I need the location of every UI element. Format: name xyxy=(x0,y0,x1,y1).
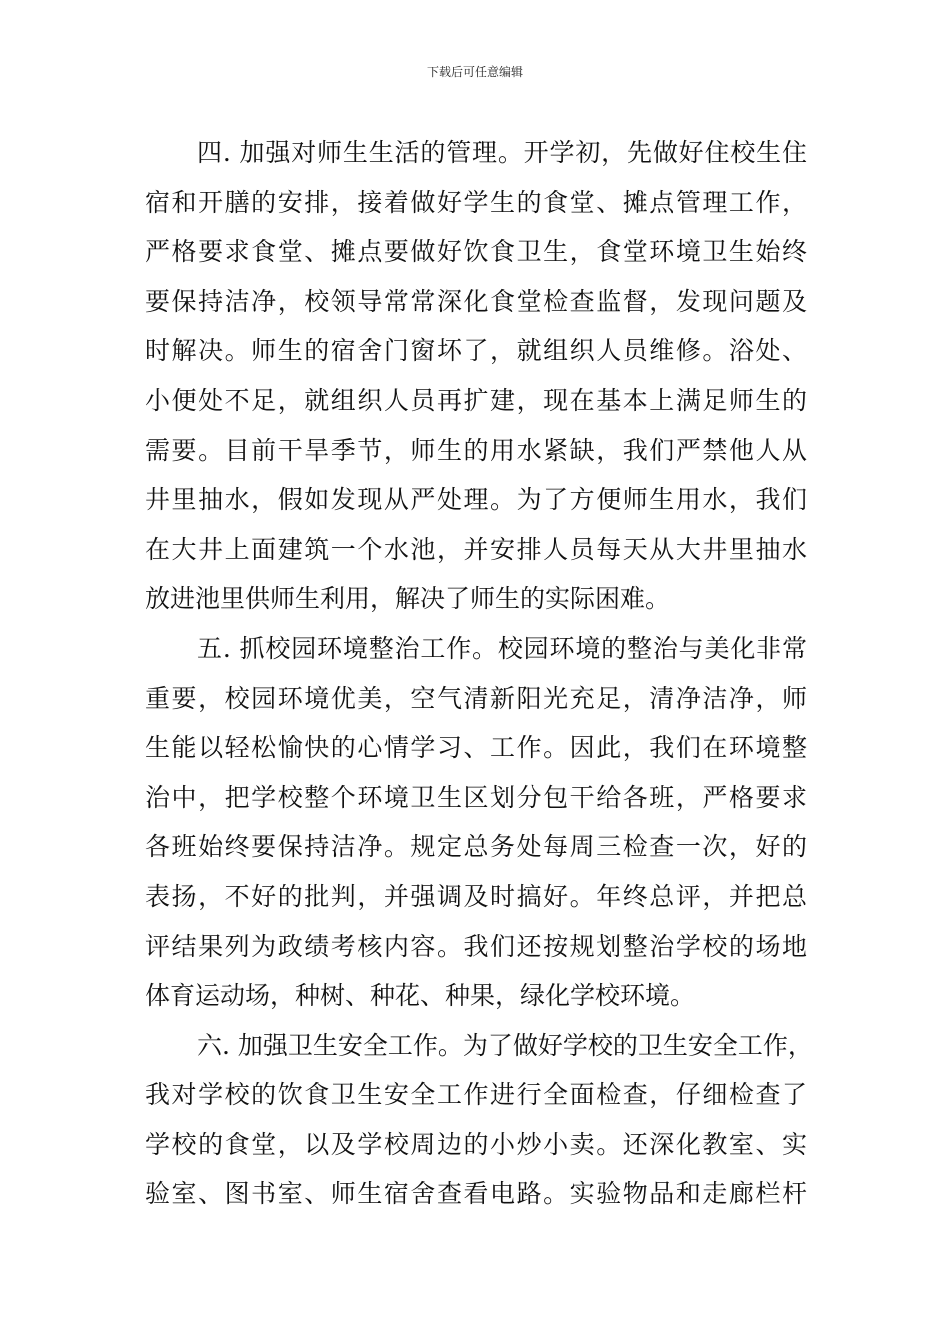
text-line: 在大井上面建筑一个水池，并安排人员每天从大井里抽水 xyxy=(145,534,807,564)
text-line: 评结果列为政绩考核内容。我们还按规划整治学校的场地 xyxy=(145,931,807,961)
text-line: 验室、图书室、师生宿舍查看电路。实验物品和走廊栏杆 xyxy=(145,1179,807,1209)
text-line: 五. 抓校园环境整治工作。校园环境的整治与美化非常 xyxy=(197,633,807,663)
text-line: 四. 加强对师生生活的管理。开学初，先做好住校生住 xyxy=(197,138,807,167)
text-line: 需要。目前干旱季节，师生的用水紧缺，我们严禁他人从 xyxy=(145,435,807,465)
page-header: 下载后可任意编辑 xyxy=(426,65,523,79)
text-line: 治中，把学校整个环境卫生区划分包干给各班，严格要求 xyxy=(145,782,807,812)
text-line: 严格要求食堂、摊点要做好饮食卫生，食堂环境卫生始终 xyxy=(145,237,807,267)
text-line: 体育运动场，种树、种花、种果，绿化学校环境。 xyxy=(145,981,696,1011)
text-line: 小便处不足，就组织人员再扩建，现在基本上满足师生的 xyxy=(145,385,807,415)
document-body xyxy=(145,128,813,1219)
text-line: 表扬，不好的批判，并强调及时搞好。年终总评，并把总 xyxy=(145,881,807,911)
text-line: 井里抽水，假如发现从严处理。为了方便师生用水，我们 xyxy=(145,485,807,515)
text-line: 时解决。师生的宿舍门窗坏了，就组织人员维修。浴处、 xyxy=(145,336,807,366)
text-line: 放进池里供师生利用，解决了师生的实际困难。 xyxy=(145,584,671,614)
text-line: 学校的食堂，以及学校周边的小炒小卖。还深化教室、实 xyxy=(145,1129,807,1159)
text-line: 宿和开膳的安排，接着做好学生的食堂、摊点管理工作， xyxy=(145,187,807,217)
text-line: 我对学校的饮食卫生安全工作进行全面检查，仔细检查了 xyxy=(145,1080,807,1110)
text-line: 要保持洁净，校领导常常深化食堂检查监督，发现问题及 xyxy=(145,286,807,316)
text-line: 生能以轻松愉快的心情学习、工作。因此，我们在环境整 xyxy=(145,733,807,763)
text-line: 六. 加强卫生安全工作。为了做好学校的卫生安全工作， xyxy=(197,1030,813,1060)
text-line: 各班始终要保持洁净。规定总务处每周三检查一次，好的 xyxy=(145,832,807,862)
text-line: 重要，校园环境优美，空气清新阳光充足，清净洁净，师 xyxy=(145,683,807,713)
